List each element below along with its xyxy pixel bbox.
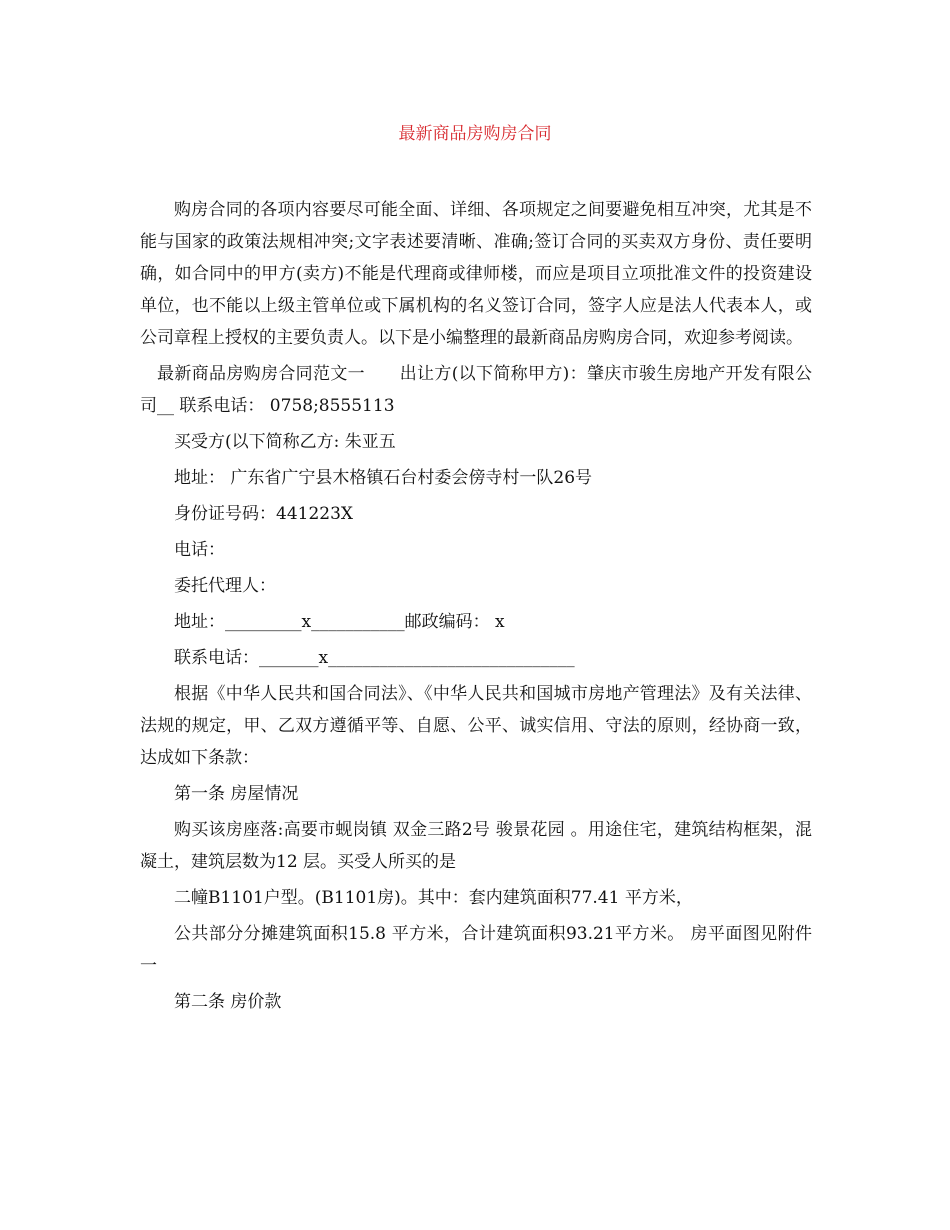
shared-area-paragraph: 公共部分分摊建筑面积15.8 平方米，合计建筑面积93.21平方米。 房平面图见附件一	[140, 924, 812, 976]
legal-basis-paragraph: 根据《中华人民共和国合同法》、《中华人民共和国城市房地产管理法》及有关法律、法规的规定，甲、乙双方遵循平等、自愿、公平、诚实信用、守法的原则，经协商一致，达成如下条款：	[140, 684, 812, 768]
buyer-id-number: 身份证号码：441223X	[174, 504, 353, 524]
article-two-heading: 第二条 房价款	[174, 992, 282, 1012]
agent-address: 地址：_________x___________邮政编码： x	[174, 612, 505, 632]
agent-label: 委托代理人：	[174, 576, 276, 596]
document-title: 最新商品房购房合同	[398, 124, 552, 144]
intro-paragraph: 购房合同的各项内容要尽可能全面、详细、各项规定之间要避免相互冲突，尤其是不能与国家的政策法规相冲突;文字表述要清晰、准确;签订合同的买卖双方身份、责任要明确，如合同中的甲方(卖方)不能是代理商或律师楼，而应是项目立项批准文件的投资建设单位，也不能以上级主管单位或下属机构的名义签订合同，签字人应是法人代表本人，或公司章程上授权的主要负责人。以下是小编整理的最新商品房购房合同，欢迎参考阅读。	[140, 200, 812, 348]
buyer-phone: 电话：	[174, 540, 225, 560]
agent-phone: 联系电话：_______x_____________________________	[174, 648, 575, 668]
unit-type-paragraph: 二幢B1101户型。(B1101房)。其中：套内建筑面积77.41 平方米，	[174, 888, 693, 908]
seller-paragraph: 最新商品房购房合同范文一 出让方(以下简称甲方)：肇庆市骏生房地产开发有限公司__ 联系电话： 0758;8555113	[140, 364, 812, 416]
buyer-address: 地址： 广东省广宁县木格镇石台村委会傍寺村一队26号	[174, 468, 593, 488]
document-body	[140, 194, 812, 1022]
article-one-heading: 第一条 房屋情况	[174, 784, 299, 804]
property-location-paragraph: 购买该房座落:高要市蚬岗镇 双金三路2号 骏景花园 。用途住宅，建筑结构框架，混凝土，建筑层数为12 层。买受人所买的是	[140, 820, 812, 872]
buyer-name: 买受方(以下简称乙方: 朱亚五	[174, 432, 396, 452]
